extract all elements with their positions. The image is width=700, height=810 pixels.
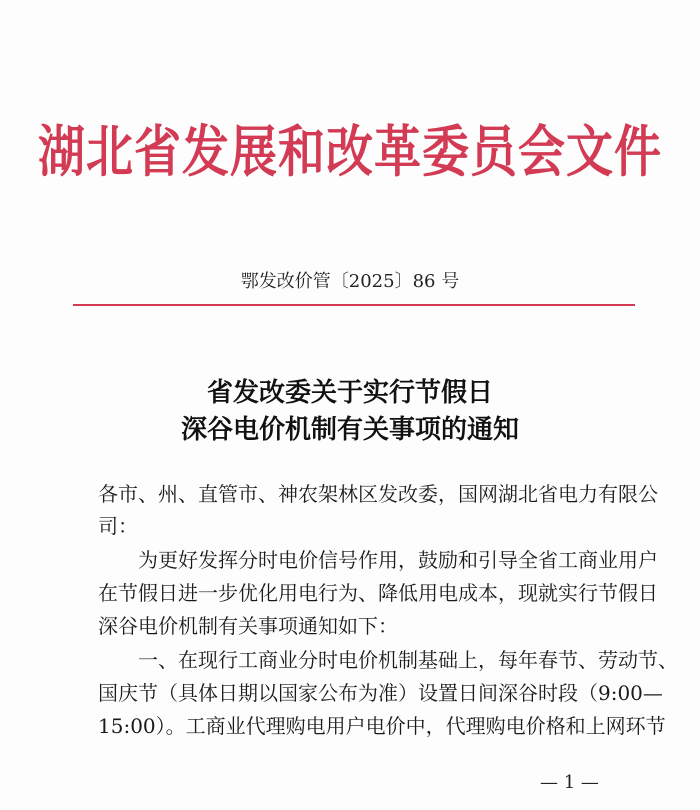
red-separator-line	[73, 304, 635, 306]
document-masthead: 湖北省发展和改革委员会文件	[38, 120, 662, 186]
paragraph-line: 15:00）。工商业代理购电用户电价中，代理购电价格和上网环节	[98, 714, 666, 738]
page-number: — 1 —	[540, 772, 599, 793]
paragraph-line: 一、在现行工商业分时电价机制基础上，每年春节、劳动节、	[138, 648, 678, 672]
recipient-line-1: 各市、州、直管市、神农架林区发改委，国网湖北省电力有限公	[98, 482, 658, 506]
recipient-line-2: 司：	[98, 514, 138, 538]
notice-title-line-2: 深谷电价机制有关事项的通知	[180, 415, 519, 445]
paragraph-line: 国庆节（具体日期以国家公布为准）设置日间深谷时段（9:00—	[98, 681, 663, 705]
document-number: 鄂发改价管〔2025〕86 号	[240, 271, 460, 292]
paragraph-line: 深谷电价机制有关事项通知如下：	[98, 614, 398, 638]
notice-title-line-1: 省发改委关于实行节假日	[206, 378, 493, 408]
paragraph-line: 在节假日进一步优化用电行为、降低用电成本，现就实行节假日	[98, 581, 658, 605]
paragraph-line: 为更好发挥分时电价信号作用，鼓励和引导全省工商业用户	[138, 548, 658, 572]
